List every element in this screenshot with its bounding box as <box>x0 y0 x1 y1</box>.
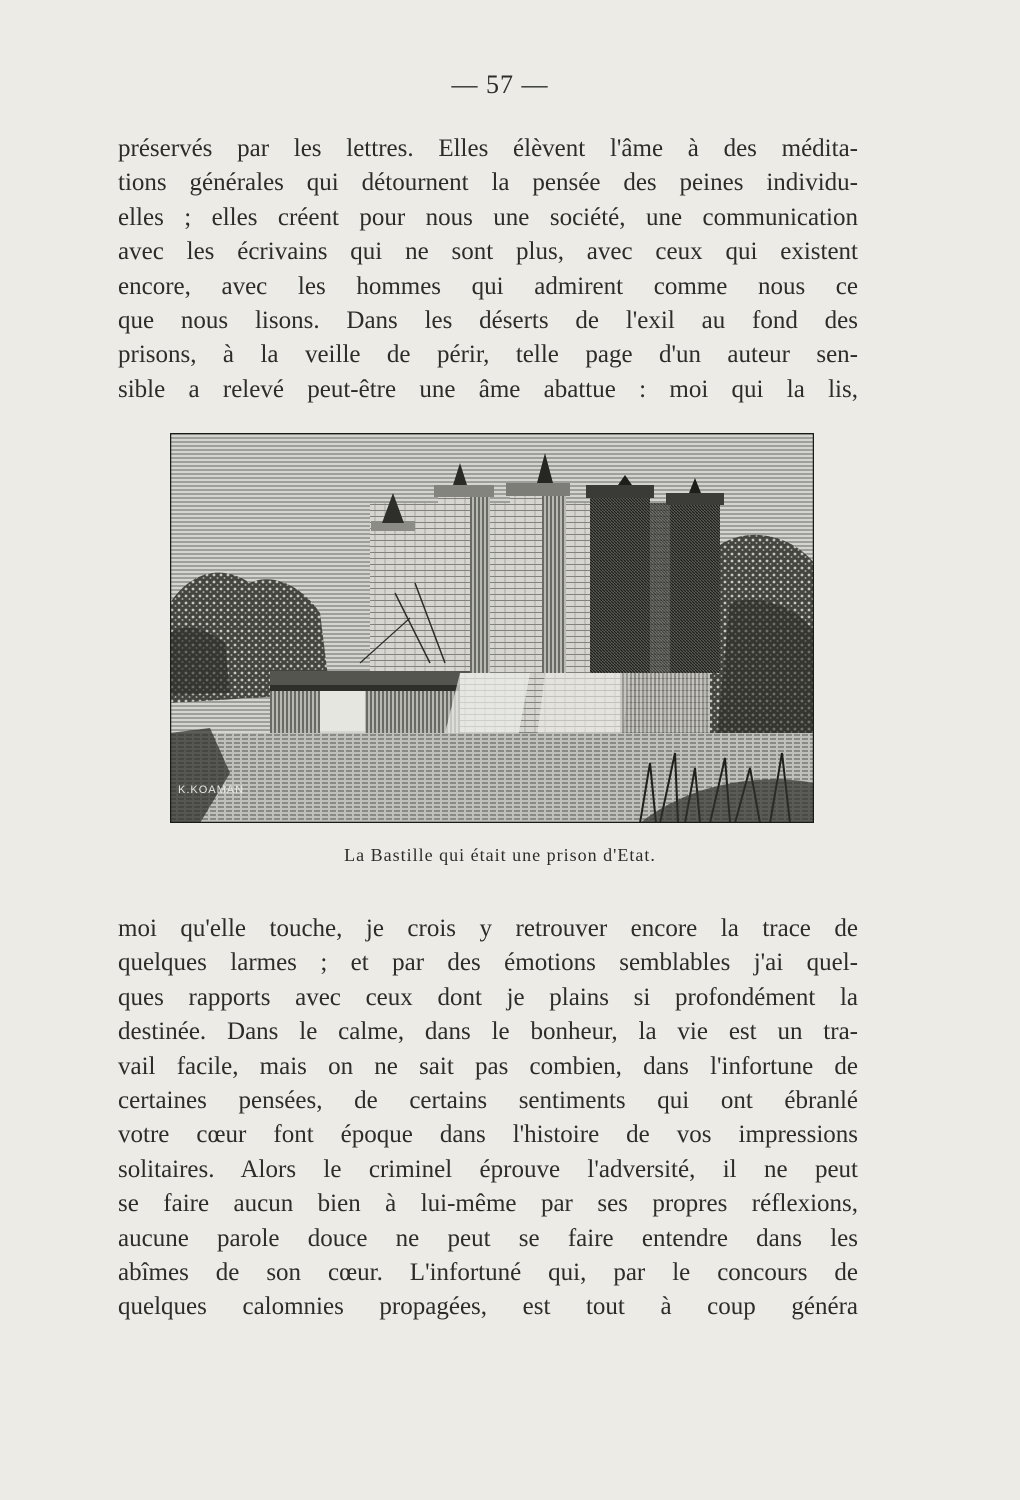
text-line: sible a relevé peut-être une âme abattue : moi qui la lis, <box>118 375 858 403</box>
text-line: prisons, à la veille de périr, telle page d'un auteur sen- <box>118 341 858 369</box>
text-line: quelques calomnies propagées, est tout à coup généra <box>118 1293 858 1321</box>
paragraph-top <box>118 132 858 407</box>
page-number: — 57 — <box>451 70 549 99</box>
text-line: destinée. Dans le calme, dans le bonheur, la vie est un tra- <box>118 1018 858 1046</box>
text-line: votre cœur font époque dans l'histoire de vos impressions <box>118 1121 858 1149</box>
text-line: elles ; elles créent pour nous une société, une communication <box>118 203 858 231</box>
text-line: que nous lisons. Dans les déserts de l'exil au fond des <box>118 307 858 335</box>
text-line: tions générales qui détournent la pensée des peines individu- <box>118 169 858 197</box>
text-line: certaines pensées, de certains sentiments qui ont ébranlé <box>118 1087 858 1115</box>
text-line: avec les écrivains qui ne sont plus, avec ceux qui existent <box>118 238 858 266</box>
text-line: abîmes de son cœur. L'infortuné qui, par le concours de <box>118 1259 858 1287</box>
paragraph-bottom <box>118 912 858 1325</box>
engraver-signature: K.KOAMAN <box>178 784 245 796</box>
bastille-engraving <box>170 433 814 823</box>
text-line: aucune parole douce ne peut se faire entendre dans les <box>118 1224 858 1252</box>
text-line: ques rapports avec ceux dont je plains si profondément la <box>118 983 858 1011</box>
text-line: encore, avec les hommes qui admirent comme nous ce <box>118 272 858 300</box>
text-line: vail facile, mais on ne sait pas combien, dans l'infortune de <box>118 1052 858 1080</box>
text-line: moi qu'elle touche, je crois y retrouver encore la trace de <box>118 915 858 942</box>
text-line: solitaires. Alors le criminel éprouve l'adversité, il ne peut <box>118 1155 858 1183</box>
text-line: quelques larmes ; et par des émotions semblables j'ai quel- <box>118 949 858 977</box>
figure-caption: La Bastille qui était une prison d'Etat. <box>344 845 656 865</box>
text-line: se faire aucun bien à lui-même par ses propres réflexions, <box>118 1190 858 1218</box>
text-line: préservés par les lettres. Elles élèvent l'âme à des médita- <box>118 135 858 162</box>
